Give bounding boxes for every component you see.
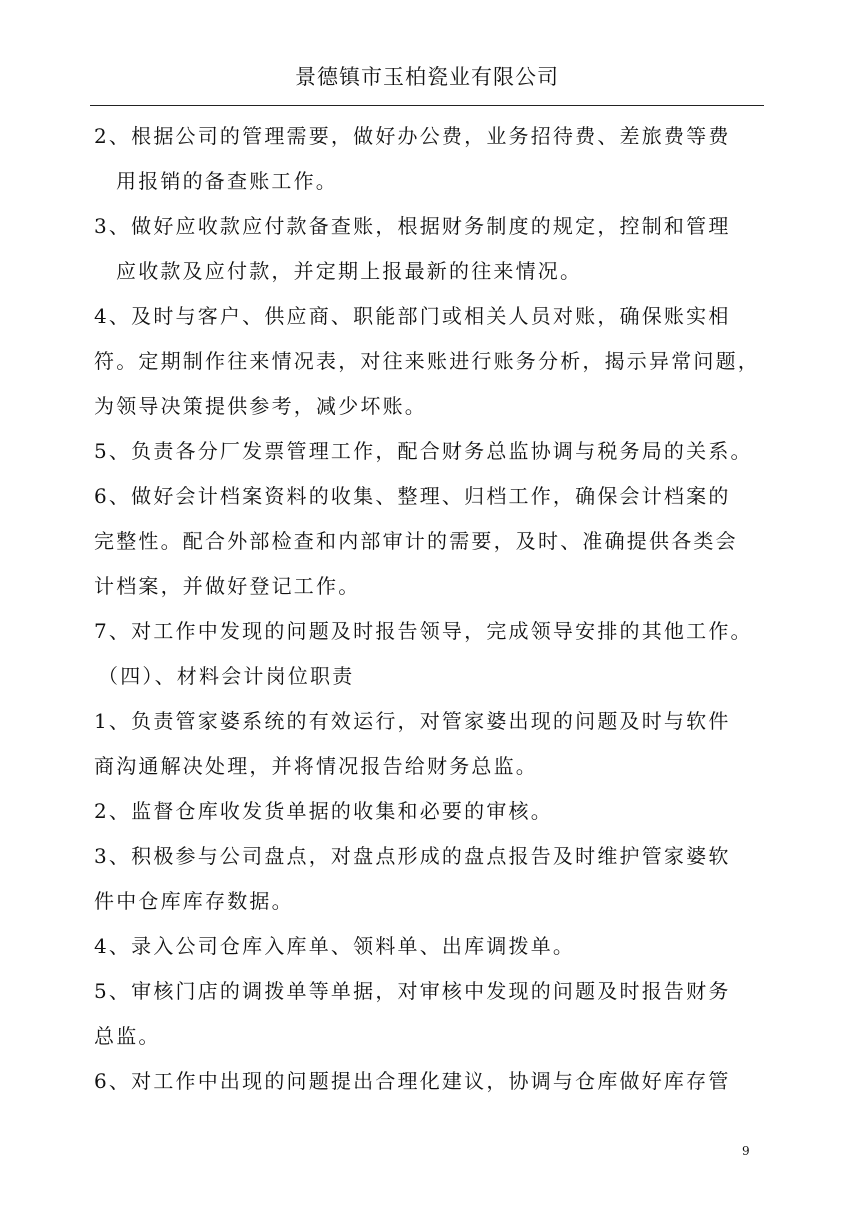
text-line: 5、审核门店的调拨单等单据，对审核中发现的问题及时报告财务 — [94, 979, 731, 1003]
text-line: 6、对工作中出现的问题提出合理化建议，协调与仓库做好库存管 — [94, 1069, 731, 1093]
text-line: 4、及时与客户、供应商、职能部门或相关人员对账，确保账实相 — [94, 304, 731, 328]
text-line: 应收款及应付款，并定期上报最新的往来情况。 — [116, 259, 583, 283]
document-body — [94, 114, 766, 1104]
text-line: 符。定期制作往来情况表，对往来账进行账务分析，揭示异常问题， — [94, 349, 760, 373]
text-line: 3、积极参与公司盘点，对盘点形成的盘点报告及时维护管家婆软 — [94, 844, 731, 868]
text-line: 5、负责各分厂发票管理工作，配合财务总监协调与税务局的关系。 — [94, 439, 753, 463]
page-number: 9 — [742, 1144, 750, 1158]
section-heading: （四）、材料会计岗位职责 — [98, 664, 355, 688]
text-line: 件中仓库库存数据。 — [94, 889, 294, 913]
text-line: 4、录入公司仓库入库单、领料单、出库调拨单。 — [94, 934, 576, 958]
text-line: 1、负责管家婆系统的有效运行，对管家婆出现的问题及时与软件 — [94, 709, 731, 733]
text-line: 2、监督仓库收发货单据的收集和必要的审核。 — [94, 799, 553, 823]
header-divider — [90, 105, 764, 106]
text-line: 6、做好会计档案资料的收集、整理、归档工作，确保会计档案的 — [94, 484, 731, 508]
text-line: 用报销的备查账工作。 — [116, 169, 338, 193]
text-line: 3、做好应收款应付款备查账，根据财务制度的规定，控制和管理 — [94, 214, 731, 238]
text-line: 完整性。配合外部检查和内部审计的需要，及时、准确提供各类会 — [94, 529, 738, 553]
page-header: 景德镇市玉柏瓷业有限公司 — [295, 65, 559, 89]
text-line: 计档案，并做好登记工作。 — [94, 574, 361, 598]
text-line: 总监。 — [94, 1024, 161, 1048]
text-line: 商沟通解决处理，并将情况报告给财务总监。 — [94, 754, 538, 778]
text-line: 7、对工作中发现的问题及时报告领导，完成领导安排的其他工作。 — [94, 619, 753, 643]
text-line: 2、根据公司的管理需要，做好办公费，业务招待费、差旅费等费 — [94, 124, 731, 148]
text-line: 为领导决策提供参考，减少坏账。 — [94, 394, 427, 418]
